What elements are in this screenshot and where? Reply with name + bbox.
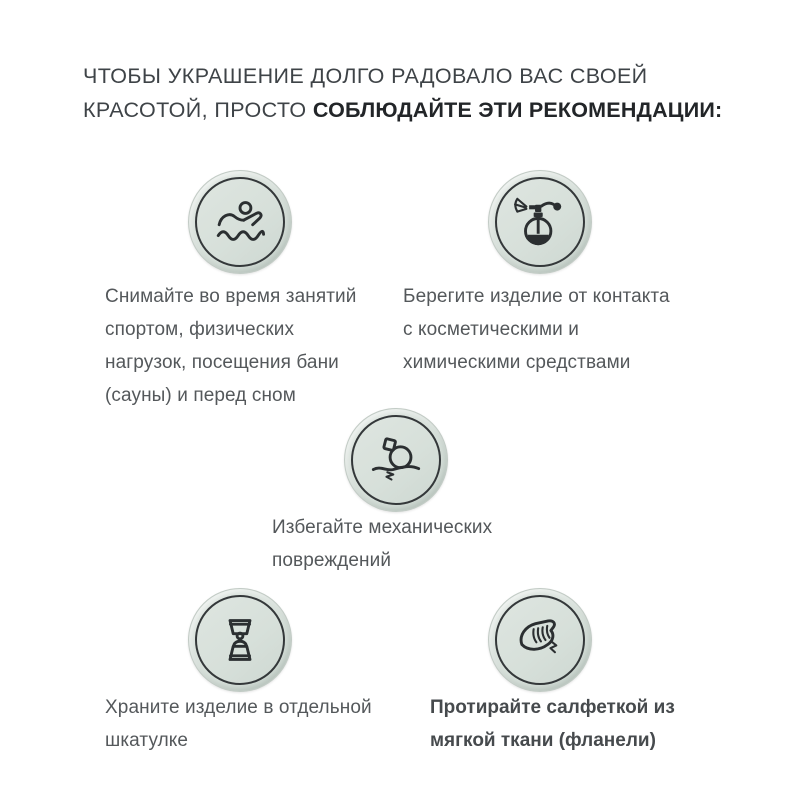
care-item-wipe-text: Протирайте салфеткой из мягкой ткани (фланели) [430,697,675,751]
wiping-cloth-icon [511,611,569,669]
care-item-cosmetics-badge [488,170,592,274]
care-item-cosmetics-text: Берегите изделие от контакта с косметическими и химическими средствами [403,286,670,373]
scratched-ring-icon [367,431,425,489]
care-item-storage-ring [195,595,285,685]
care-item-sport-ring [195,177,285,267]
perfume-atomizer-icon [511,193,569,251]
care-item-storage-text: Храните изделие в отдельной шкатулке [105,697,372,751]
page-title [83,59,763,127]
care-item-sport-badge [188,170,292,274]
page-title-line1: ЧТОБЫ УКРАШЕНИЕ ДОЛГО РАДОВАЛО ВАС СВОЕЙ [83,64,648,88]
care-item-wipe-ring [495,595,585,685]
care-item-storage-badge [188,588,292,692]
care-item-wipe-badge [488,588,592,692]
care-item-damage-ring [351,415,441,505]
page-title-line2-bold: СОБЛЮДАЙТЕ ЭТИ РЕКОМЕНДАЦИИ: [312,98,723,122]
ring-box-icon [211,611,269,669]
swimmer-icon [211,193,269,251]
care-item-sport-text: Снимайте во время занятий спортом, физических нагрузок, посещения бани (сауны) и перед сном [105,286,357,406]
page-title-line2-regular: КРАСОТОЙ, ПРОСТО [83,98,313,122]
care-item-damage-badge [344,408,448,512]
care-item-damage-text: Избегайте механических повреждений [272,517,493,571]
care-item-cosmetics-ring [495,177,585,267]
page-title-line2 [83,93,763,127]
